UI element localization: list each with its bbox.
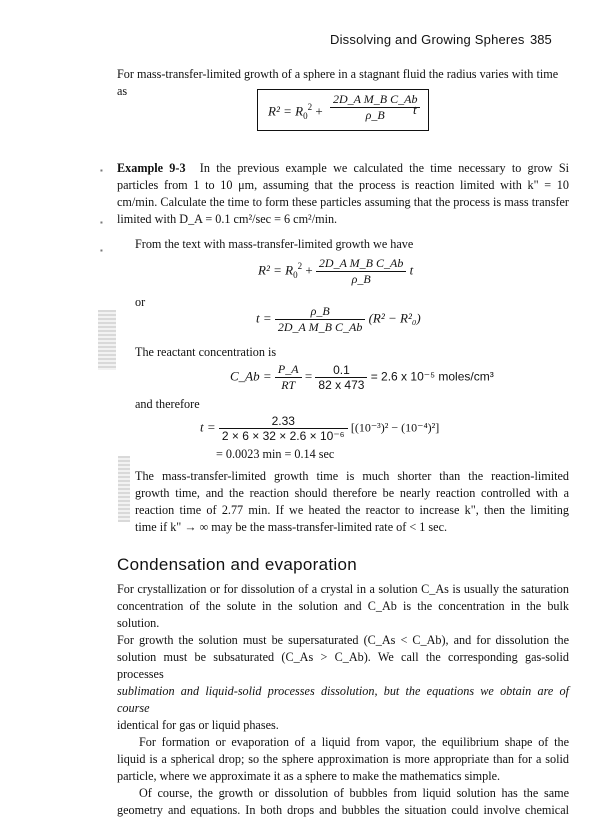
eq1-lhs: R² = R xyxy=(258,262,294,278)
solution-eq3 xyxy=(230,362,494,393)
eq-sub0: 0 xyxy=(303,110,308,121)
eq3-den2: 82 x 473 xyxy=(315,377,367,392)
eq-lhs: R² = R xyxy=(268,103,304,119)
eq4-num: 2.33 xyxy=(271,414,295,428)
eq3-fraction2 xyxy=(315,363,367,392)
para-line: Of course, the growth or dissolution of bubbles from liquid solution has the same xyxy=(139,786,569,800)
para-line: solution must be subsaturated (C_As > C_Ab). We call the corresponding gas-solid processes xyxy=(117,650,569,681)
eq-sup2: 2 xyxy=(307,102,313,112)
scan-artifact xyxy=(118,456,130,522)
closing-line: The mass-transfer-limited growth time is much shorter than the reaction-limited xyxy=(135,469,569,483)
eq4-den: 2 × 6 × 32 × 2.6 × 10⁻⁶ xyxy=(219,428,348,443)
concentration-intro: The reactant concentration is xyxy=(135,345,277,359)
eq4-fraction xyxy=(219,414,348,443)
eq3-result: = 2.6 x 10⁻⁵ moles/cm³ xyxy=(370,369,494,384)
eq3-fraction1 xyxy=(275,362,302,393)
scan-artifact xyxy=(98,310,116,370)
eq3-lhs: C_Ab = xyxy=(230,368,272,384)
or-text: or xyxy=(135,295,146,309)
para-line: For crystallization or for dissolution of a crystal in a solution C_As is usually the saturation xyxy=(117,582,569,596)
para-line: liquid is a spherical drop; so the sphere approximation is more appropriate than for a solid xyxy=(117,752,569,766)
eq-plus: + xyxy=(315,103,323,119)
example-line: In the previous example we calculated the time necessary to grow Si xyxy=(199,161,570,175)
closing-paragraph xyxy=(135,468,569,536)
para-line: sublimation and liquid-solid processes dissolution, but the equations we obtain are of course xyxy=(117,684,569,715)
boxed-equation xyxy=(257,89,429,131)
eq3-num2: 0.1 xyxy=(333,363,350,377)
solution-intro: From the text with mass-transfer-limited growth we have xyxy=(135,237,414,251)
eq4-rhs: [(10⁻³)² − (10⁻⁴)²] xyxy=(350,420,440,435)
solution-eq5: = 0.0023 min = 0.14 sec xyxy=(216,447,335,461)
section-heading: Condensation and evaporation xyxy=(117,555,357,574)
eq2-fraction xyxy=(275,304,365,335)
example-line: limited with D_A = 0.1 cm²/sec = 6 cm²/min. xyxy=(117,212,338,226)
para-line: geometry and equations. In both drops and bubbles the situation could involve chemical xyxy=(117,803,569,817)
eq1-fraction xyxy=(316,256,406,287)
solution-eq4 xyxy=(200,414,439,443)
eq3-den1: RT xyxy=(275,377,302,393)
eq3-eq: = xyxy=(304,368,313,384)
eq1-sup: 2 xyxy=(297,261,303,272)
eq-numerator: 2D_A M_B C_Ab xyxy=(333,92,418,106)
example-line: particles from 1 to 10 μm, assuming that the process is reaction limited with k" = 10 xyxy=(117,178,569,192)
margin-mark: ▪ xyxy=(100,166,103,175)
eq2-num: ρ_B xyxy=(310,304,330,318)
para-line: identical for gas or liquid phases. xyxy=(117,718,279,732)
eq1-num: 2D_A M_B C_Ab xyxy=(318,256,404,270)
para-line: For formation or evaporation of a liquid from vapor, the equilibrium shape of the xyxy=(139,735,569,749)
closing-line: growth time, and the reaction should therefore be nearly reaction controlled with a xyxy=(135,486,569,500)
eq3-num1: P_A xyxy=(277,362,299,376)
running-header: Dissolving and Growing Spheres xyxy=(330,32,525,47)
solution-eq2 xyxy=(256,304,421,335)
therefore-text: and therefore xyxy=(135,397,200,411)
eq4-lhs: t = xyxy=(200,419,216,435)
para-line: For growth the solution must be supersaturated (C_As < C_Ab), and for dissolution the xyxy=(117,633,569,647)
example-line: cm/min. Calculate the time to form these particles assuming that the process is mass transfer xyxy=(117,195,569,209)
para-line: concentration of the solute in the solution and C_Ab is the concentration in the bulk solution. xyxy=(117,599,569,630)
margin-mark: ▪ xyxy=(100,246,103,255)
margin-mark: ▪ xyxy=(100,218,103,227)
intro-text: For mass-transfer-limited growth of a sphere in a stagnant fluid the radius varies with time as xyxy=(117,67,559,98)
eq1-t: t xyxy=(409,262,414,278)
eq2-rhs: (R² − R²₀) xyxy=(368,310,421,326)
eq2-lhs: t = xyxy=(256,310,272,326)
eq-denominator: ρ_B xyxy=(330,107,420,123)
section-body xyxy=(117,581,569,819)
closing-line: time if k" → ∞ may be the mass-transfer-limited rate of < 1 sec. xyxy=(135,520,448,534)
eq2-den: 2D_A M_B C_Ab xyxy=(275,319,365,335)
solution-eq1 xyxy=(258,256,413,287)
eq-t: t xyxy=(413,102,417,117)
example-label: Example 9-3 xyxy=(117,161,186,175)
eq1-den: ρ_B xyxy=(316,271,406,287)
eq-fraction xyxy=(330,92,420,123)
eq1-plus: + xyxy=(305,262,313,278)
para-line: particle, where we approximate it as a sphere to make the mathematics simple. xyxy=(117,769,501,783)
eq1-sub: 0 xyxy=(293,270,298,281)
page-number: 385 xyxy=(530,32,552,47)
example-block xyxy=(117,160,569,228)
closing-line: reaction time of 2.77 min. If we heated the reactor to increase k", then the limiting xyxy=(135,503,569,517)
